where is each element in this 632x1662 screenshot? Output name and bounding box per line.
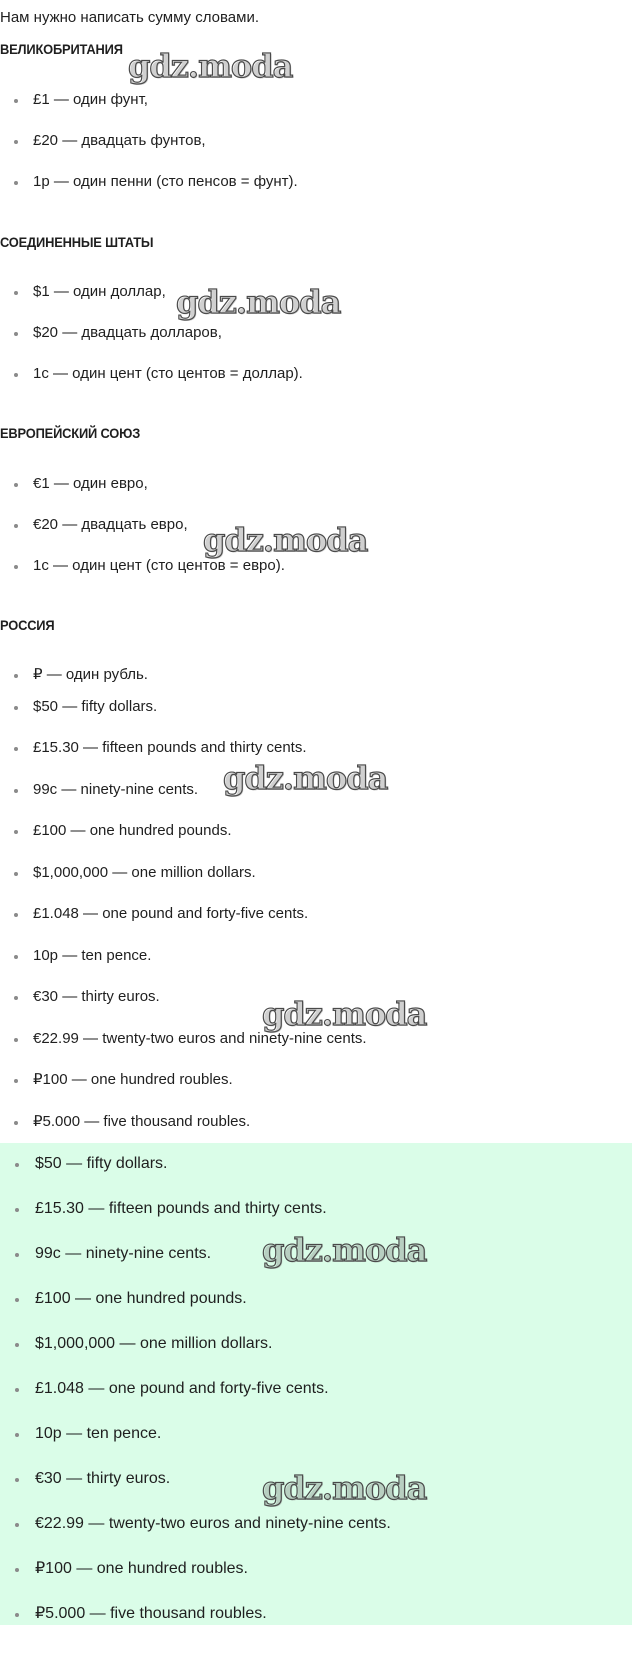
list-item-text: 1p — один пенни (сто пенсов = фунт). <box>33 173 298 190</box>
list-item <box>0 1070 367 1090</box>
bullet-icon <box>15 1523 19 1527</box>
bullet-icon <box>14 332 18 336</box>
list-item-text: 99c — ninety-nine cents. <box>33 781 199 798</box>
bullet-icon <box>14 955 18 959</box>
list-item <box>0 474 285 494</box>
list-item-text: 1c — один цент (сто центов = евро). <box>33 557 285 574</box>
list-item <box>0 697 367 717</box>
list-item <box>0 172 298 192</box>
list-item <box>0 1469 391 1489</box>
bullet-icon <box>14 565 18 569</box>
bullet-icon <box>15 1478 19 1482</box>
list-item-text: 1c — один цент (сто центов = доллар). <box>33 365 303 382</box>
watermark: gdz.moda <box>203 521 368 559</box>
bullet-icon <box>14 747 18 751</box>
list-item-text: $1,000,000 — one million dollars. <box>33 864 256 881</box>
list-item-text: €1 — один евро, <box>33 475 148 492</box>
list-item <box>0 1379 391 1399</box>
list-item-text: $20 — двадцать долларов, <box>33 324 222 341</box>
bullet-icon <box>14 524 18 528</box>
list-item-text: £100 — one hundred pounds. <box>33 822 232 839</box>
bullet-icon <box>14 373 18 377</box>
list-item <box>0 1154 391 1174</box>
list-item-text: ₽5.000 — five thousand roubles. <box>35 1605 267 1622</box>
bullet-icon <box>14 483 18 487</box>
list-item <box>0 1514 391 1534</box>
bullet-icon <box>15 1388 19 1392</box>
bullet-icon <box>14 1038 18 1042</box>
list-item <box>0 821 367 841</box>
list-item-text: ₽5.000 — five thousand roubles. <box>33 1113 251 1130</box>
list-item <box>0 282 303 302</box>
list-item-text: €22.99 — twenty-two euros and ninety-nine cents. <box>33 1030 367 1047</box>
bullet-icon <box>14 291 18 295</box>
list-item-text: €22.99 — twenty-two euros and ninety-nine cents. <box>35 1515 391 1532</box>
intro-text: Нам нужно написать сумму словами. <box>0 9 259 26</box>
list-item <box>0 323 303 343</box>
list-item <box>0 987 367 1007</box>
list-eu <box>0 474 285 576</box>
list-item-text: £100 — one hundred pounds. <box>35 1290 247 1307</box>
bullet-icon <box>15 1433 19 1437</box>
list-item <box>0 1334 391 1354</box>
list-item <box>0 1199 391 1219</box>
bullet-icon <box>14 181 18 185</box>
list-item <box>0 738 367 758</box>
section-heading-russia: РОССИЯ <box>0 617 55 633</box>
watermark: gdz.moda <box>223 759 388 797</box>
list-item-text: €30 — thirty euros. <box>35 1470 171 1487</box>
list-item <box>0 946 367 966</box>
bullet-icon <box>14 706 18 710</box>
list-item-text: 99c — ninety-nine cents. <box>35 1245 212 1262</box>
list-item <box>0 1244 391 1264</box>
list-item <box>0 556 285 576</box>
answer-list <box>0 1154 391 1624</box>
list-item-text: £15.30 — fifteen pounds and thirty cents. <box>35 1200 327 1217</box>
list-item <box>0 1559 391 1579</box>
bullet-icon <box>14 913 18 917</box>
bullet-icon <box>15 1253 19 1257</box>
list-item-text: ₽100 — one hundred roubles. <box>35 1560 248 1577</box>
section-heading-uk: ВЕЛИКОБРИТАНИЯ <box>0 41 123 57</box>
bullet-icon <box>15 1343 19 1347</box>
bullet-icon <box>14 674 18 678</box>
list-item-text: ₽ — один рубль. <box>33 666 148 683</box>
bullet-icon <box>14 1079 18 1083</box>
list-item-text: 10p — ten pence. <box>33 947 152 964</box>
list-item <box>0 1604 391 1624</box>
bullet-icon <box>14 140 18 144</box>
bullet-icon <box>15 1163 19 1167</box>
list-item <box>0 1112 367 1132</box>
section-heading-us: СОЕДИНЕННЫЕ ШТАТЫ <box>0 234 154 250</box>
list-item-text: £20 — двадцать фунтов, <box>33 132 206 149</box>
list-item <box>0 904 367 924</box>
bullet-icon <box>15 1298 19 1302</box>
bullet-icon <box>14 99 18 103</box>
list-us <box>0 282 303 384</box>
list-item-text: $50 — fifty dollars. <box>33 698 158 715</box>
watermark: gdz.moda <box>262 995 427 1033</box>
list-item-text: £1.048 — one pound and forty-five cents. <box>33 905 309 922</box>
list-item <box>0 780 367 800</box>
list-item-text: £15.30 — fifteen pounds and thirty cents. <box>33 739 307 756</box>
watermark: gdz.moda <box>128 47 293 85</box>
list-item-text: $50 — fifty dollars. <box>35 1155 168 1172</box>
list-item <box>0 1289 391 1309</box>
bullet-icon <box>15 1568 19 1572</box>
section-heading-eu: ЕВРОПЕЙСКИЙ СОЮЗ <box>0 425 141 441</box>
list-uk <box>0 90 298 192</box>
list-item <box>0 665 367 685</box>
list-item-text: $1,000,000 — one million dollars. <box>35 1335 273 1352</box>
list-item <box>0 1029 367 1049</box>
bullet-icon <box>14 1121 18 1125</box>
answer-block <box>0 1143 632 1625</box>
list-item-text: $1 — один доллар, <box>33 283 166 300</box>
bullet-icon <box>14 872 18 876</box>
bullet-icon <box>14 830 18 834</box>
list-russia <box>0 665 367 1132</box>
list-item-text: ₽100 — one hundred roubles. <box>33 1071 233 1088</box>
list-item-text: £1.048 — one pound and forty-five cents. <box>35 1380 329 1397</box>
list-item-text: €30 — thirty euros. <box>33 988 160 1005</box>
list-item-text: £1 — один фунт, <box>33 91 148 108</box>
bullet-icon <box>15 1208 19 1212</box>
bullet-icon <box>14 789 18 793</box>
bullet-icon <box>15 1613 19 1617</box>
list-item <box>0 90 298 110</box>
list-item <box>0 863 367 883</box>
list-item <box>0 364 303 384</box>
list-item-text: 10p — ten pence. <box>35 1425 162 1442</box>
list-item-text: €20 — двадцать евро, <box>33 516 188 533</box>
list-item <box>0 515 285 535</box>
bullet-icon <box>14 996 18 1000</box>
watermark: gdz.moda <box>176 283 341 321</box>
list-item <box>0 1424 391 1444</box>
list-item <box>0 131 298 151</box>
